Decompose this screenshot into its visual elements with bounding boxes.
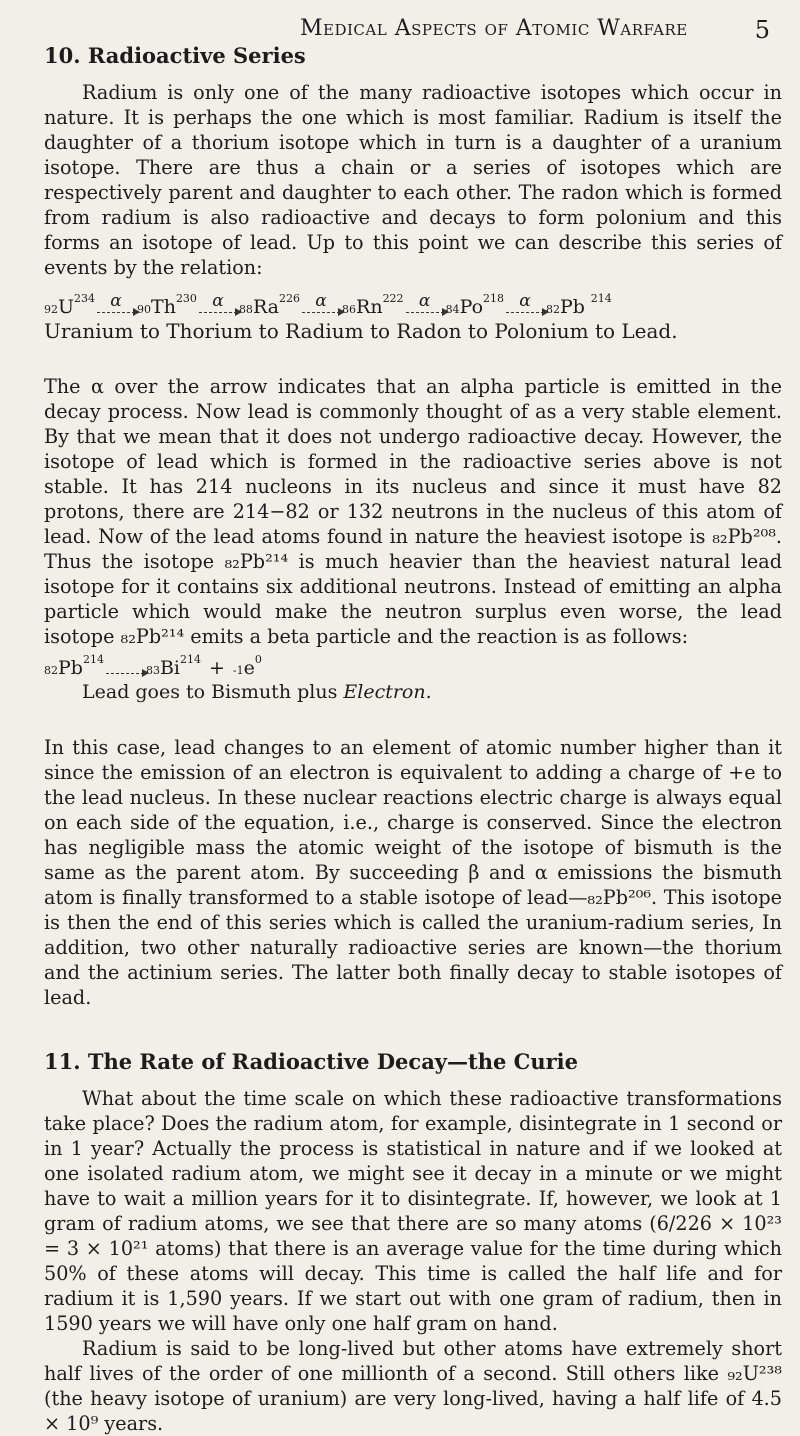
- paragraph: What about the time scale on which these radioactive transformations take place? Does the radium atom, for example, disintegrate in 1 second or in 1 year? Actually the process is statistical in nature and if we looked at one isolated radium atom, we might see it decay in a minute or we might have to wait a million years for it to disintegrate. If, however, we look at 1 gram of radium atoms, we see that there are so many atoms (6/226 × 10²³ = 3 × 10²¹ atoms) that there is an average value for the time during which 50% of these atoms will decay. This time is called the half life and for radium it is 1,590 years. If we start out with one gram of radium, then in 1590 years we will have only one half gram on hand.: [44, 1087, 782, 1335]
- paragraph: Radium is only one of the many radioactive isotopes which occur in nature. It is perhaps the one which is most familiar. Radium is itself the daughter of a thorium isotope which in turn is a daughter of a uranium isotope. There are thus a chain or a series of isotopes which are respectively parent and daughter to each other. The radon which is formed from radium is also radioactive and decays to form polonium and this forms an isotope of lead. Up to this point we can describe this series of events by the relation:: [44, 81, 782, 279]
- decay-chain-formula: [44, 292, 782, 344]
- alpha-decay-arrow: α: [199, 294, 237, 313]
- plus-sign: +: [209, 657, 225, 679]
- nuclide: 86 Rn 222: [342, 292, 404, 318]
- paragraph: The α over the arrow indicates that an alpha particle is emitted in the decay process. Now lead is commonly thought of as a very stable element. By that we mean that it does not undergo radioactive decay. However, the isotope of lead which is formed in the radioactive series above is not stable. It has 214 nucleons in its nucleus and since it must have 82 protons, there are 214−82 or 132 neutrons in the nucleus of this atom of lead. Now of the lead atoms found in nature the heaviest isotope is ₈₂Pb²⁰⁸. Thus the isotope ₈₂Pb²¹⁴ is much heavier than the heaviest natural lead isotope for it contains six additional neutrons. Instead of emitting an alpha particle which would make the neutron surplus even worse, the lead isotope ₈₂Pb²¹⁴ emits a beta particle and the reaction is as follows:: [44, 375, 782, 648]
- alpha-decay-arrow: α: [302, 294, 340, 313]
- section-heading: 11. The Rate of Radioactive Decay—the Curie: [44, 1049, 579, 1074]
- decay-chain-caption: Uranium to Thorium to Radium to Radon to Polonium to Lead.: [44, 319, 678, 343]
- beta-decay-arrow: [106, 655, 144, 674]
- nuclide: 82 Pb 214: [44, 653, 104, 679]
- running-head: [0, 8, 800, 42]
- beta-decay-equation: [44, 653, 782, 677]
- page-number: 5: [754, 16, 770, 44]
- nuclide: 84 Po 218: [445, 292, 505, 318]
- nuclide: 92 U 234: [44, 292, 96, 318]
- page-body: [44, 42, 782, 1436]
- running-title: Medical Aspects of Atomic Warfare: [300, 16, 688, 41]
- nuclide: 88 Ra 226: [238, 292, 301, 318]
- nuclide: 83 Bi 214: [145, 653, 201, 679]
- nuclide: 90 Th 230: [137, 292, 197, 318]
- alpha-decay-arrow: α: [506, 294, 544, 313]
- decay-chain-equation: [44, 292, 782, 316]
- section-heading: 10. Radioactive Series: [44, 43, 306, 68]
- alpha-decay-arrow: α: [97, 294, 135, 313]
- paragraph: In this case, lead changes to an element of atomic number higher than it since the emission of an electron is equivalent to adding a charge of +e to the lead nucleus. In these nuclear reactions electric charge is always equal on each side of the equation, i.e., charge is conserved. Since the electron has negligible mass the atomic weight of the isotope of bismuth is the same as the parent atom. By succeeding β and α emissions the bismuth atom is finally transformed to a stable isotope of lead—₈₂Pb²⁰⁶. This isotope is then the end of this series which is called the uranium-radium series, In addition, two other naturally radioactive series are known—the thorium and the actinium series. The latter both finally decay to stable isotopes of lead.: [44, 736, 782, 1009]
- beta-decay-caption: Lead goes to Bismuth plus Electron.: [82, 681, 432, 703]
- nuclide: 82 Pb 214: [546, 292, 612, 318]
- paragraph: Radium is said to be long-lived but other atoms have extremely short half lives of the order of one millionth of a second. Still others like ₉₂U²³⁸ (the heavy isotope of uranium) are very long-lived, having a half life of 4.5 × 10⁹ years.: [44, 1337, 782, 1435]
- electron-symbol: -1 e 0: [232, 653, 262, 679]
- alpha-decay-arrow: α: [406, 294, 444, 313]
